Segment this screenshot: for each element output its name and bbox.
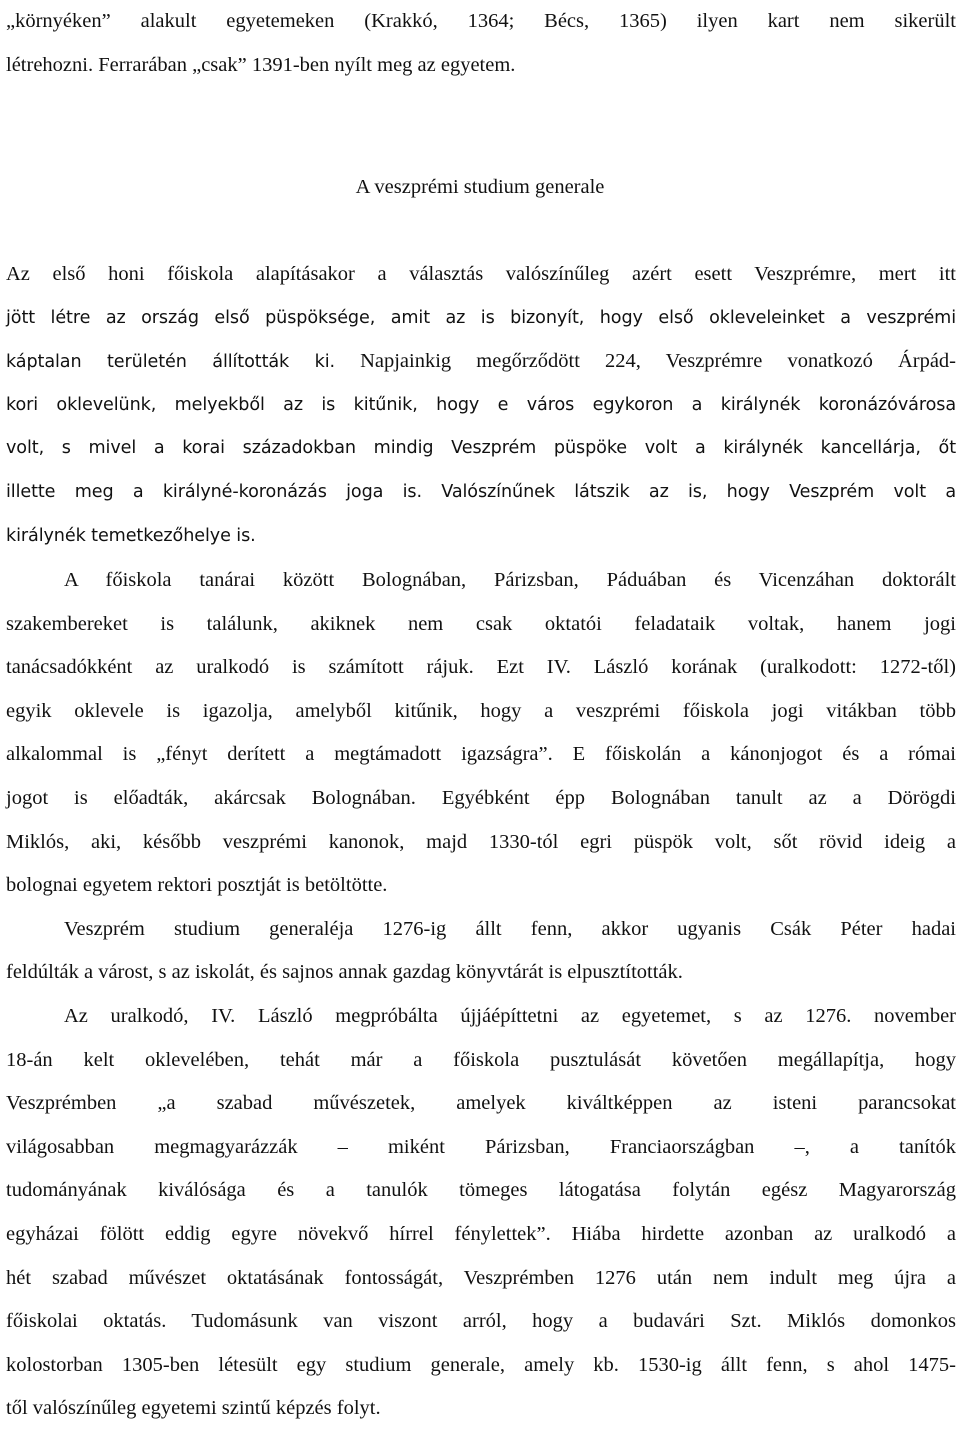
para1-line-3-sans: káptalan területén állították ki.: [6, 352, 335, 373]
para2-line-6: jogot is előadták, akárcsak Bolognában. Egyébként épp Bolognában tanult az a Dörögdi: [6, 786, 956, 809]
body-paragraphs: [6, 559, 956, 1431]
para4-line-1: Az uralkodó, IV. László megpróbálta újjáépíttetni az egyetemet, s az 1276. november: [64, 1004, 956, 1027]
para3-line-1: Veszprém studium generaléja 1276-ig állt fenn, akkor ugyanis Csák Péter hadai: [64, 917, 956, 940]
para4-line-4: világosabban megmagyarázzák – miként Párizsban, Franciaországban –, a tanítók: [6, 1135, 956, 1158]
para2-line-4: egyik oklevele is igazolja, amelyből kitűnik, hogy a veszprémi főiskola jogi vitákban több: [6, 699, 956, 722]
paragraph-1: [6, 253, 956, 558]
para1-line-7: királynék temetkezőhelye is.: [6, 525, 256, 546]
para2-line-5: alkalommal is „fényt derített a megtámadott igazságra”. E főiskolán a kánonjogot és a római: [6, 743, 956, 766]
intro-line-1: „környéken” alakult egyetemeken (Krakkó, 1364; Bécs, 1365) ilyen kart nem sikerült: [6, 10, 956, 32]
intro-line-2: létrehozni. Ferrarában „csak” 1391-ben nyílt meg az egyetem.: [6, 53, 516, 76]
para1-line-1: Az első honi főiskola alapításakor a választás valószínűleg azért esett Veszprémre, mert itt: [6, 263, 956, 285]
para3-line-2: feldúlták a várost, s az iskolát, és sajnos annak gazdag könyvtárát is elpusztították.: [6, 961, 683, 984]
para2-line-1: A főiskola tanárai között Bolognában, Párizsban, Páduában és Vicenzáhan doktorált: [64, 569, 956, 591]
para2-line-3: tanácsadókként az uralkodó is számított rájuk. Ezt IV. László korának (uralkodott: 1272-től): [6, 656, 956, 679]
intro-paragraph: [6, 0, 956, 87]
para1-line-4: kori oklevelünk, melyekből az is kitűnik, hogy e város egykoron a királynék koronázóvárosa: [6, 394, 956, 415]
para4-line-8: főiskolai oktatás. Tudomásunk van viszont arról, hogy a budavári Szt. Miklós domonkos: [6, 1310, 956, 1333]
para2-line-8: bolognai egyetem rektori posztját is betöltötte.: [6, 874, 388, 897]
para4-line-6: egyházai fölött eddig egyre növekvő hírrel fénylettek”. Hiába hirdette azonban az uralkodó a: [6, 1222, 956, 1245]
para4-line-9: kolostorban 1305-ben létesült egy studium generale, amely kb. 1530-ig állt fenn, s ahol 1475-: [6, 1353, 956, 1376]
para4-line-7: hét szabad művészet oktatásának fontosságát, Veszprémben 1276 után nem indult meg újra a: [6, 1266, 956, 1289]
para1-line-6: illette meg a királyné-koronázás joga is. Valószínűnek látszik az is, hogy Veszprém volt a: [6, 481, 956, 502]
para4-line-10: től valószínűleg egyetemi szintű képzés folyt.: [6, 1397, 381, 1420]
para4-line-3: Veszprémben „a szabad művészetek, amelyek kiváltképpen az isteni parancsokat: [6, 1092, 956, 1115]
para1-line-3: [6, 340, 956, 384]
para4-line-5: tudományának kiválósága és a tanulók tömeges látogatása folytán egész Magyarország: [6, 1179, 956, 1202]
para1-line-5: volt, s mivel a korai századokban mindig Veszprém püspöke volt a királynék kancellárja, őt: [6, 438, 956, 459]
section-heading: A veszprémi studium generale: [355, 176, 605, 198]
para4-line-2: 18-án kelt oklevelében, tehát már a főiskola pusztulását követően megállapítja, hogy: [6, 1048, 956, 1071]
para2-line-2: szakembereket is találunk, akiknek nem csak oktatói feladataik voltak, hanem jogi: [6, 612, 956, 635]
para1-line-2: jött létre az ország első püspöksége, amit az is bizonyít, hogy első okleveleinket a veszprémi: [6, 307, 956, 328]
para1-line-3-serif: Napjainkig megőrződött 224, Veszprémre vonatkozó Árpád-: [334, 350, 956, 373]
para2-line-7: Miklós, aki, később veszprémi kanonok, majd 1330-tól egri püspök volt, sőt rövid ideig a: [6, 830, 956, 853]
